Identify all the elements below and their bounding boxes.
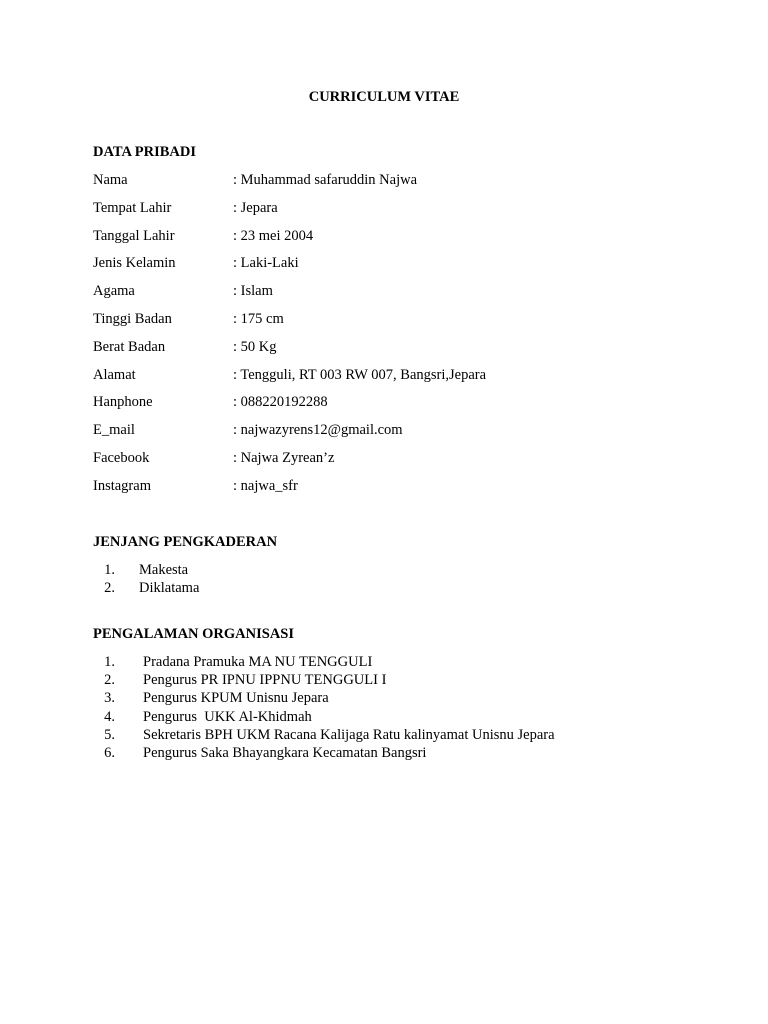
field-row-birthdate [93, 227, 653, 255]
field-value: : Islam [233, 283, 273, 300]
field-label: Facebook [93, 449, 150, 466]
list-item [93, 708, 555, 726]
field-value: : 23 mei 2004 [233, 227, 314, 244]
list-item-text: Pengurus UKK Al-Khidmah [143, 708, 312, 725]
field-value: : Muhammad safaruddin Najwa [233, 172, 418, 188]
section-heading-organization-experience: PENGALAMAN ORGANISASI [93, 626, 295, 642]
list-item-text: Pengurus PR IPNU IPPNU TENGGULI I [143, 672, 387, 689]
field-row-name [93, 171, 653, 199]
list-item-text: Pradana Pramuka MA NU TENGGULI [143, 654, 373, 670]
list-item-number: 3. [104, 690, 115, 707]
field-row-gender [93, 254, 653, 282]
list-item [93, 579, 199, 597]
field-label: E_mail [93, 422, 135, 439]
list-item-number: 1. [104, 562, 115, 578]
field-label: Alamat [93, 366, 136, 383]
field-value: : Jepara [233, 199, 278, 216]
cadre-list [93, 561, 199, 597]
field-row-phone [93, 393, 653, 421]
list-item-text: Pengurus Saka Bhayangkara Kecamatan Bangsri [143, 744, 427, 761]
field-row-birthplace [93, 199, 653, 227]
list-item-number: 2. [104, 580, 115, 597]
list-item-number: 4. [104, 708, 115, 725]
field-label: Berat Badan [93, 338, 166, 355]
field-value: : najwazyrens12@gmail.com [233, 422, 403, 439]
field-label: Tempat Lahir [93, 199, 172, 216]
field-value: : najwa_sfr [233, 477, 298, 494]
organization-list [93, 653, 555, 762]
field-row-email [93, 421, 653, 449]
field-row-facebook [93, 449, 653, 477]
list-item-number: 2. [104, 672, 115, 689]
field-label: Hanphone [93, 394, 153, 411]
field-row-religion [93, 282, 653, 310]
field-row-height [93, 310, 653, 338]
field-value: : 50 Kg [233, 338, 277, 355]
list-item-number: 1. [104, 654, 115, 670]
section-heading-personal-data: DATA PRIBADI [93, 144, 196, 160]
field-row-address [93, 366, 653, 394]
list-item-number: 5. [104, 726, 115, 743]
field-row-instagram [93, 477, 653, 505]
list-item [93, 561, 199, 579]
list-item-text: Pengurus KPUM Unisnu Jepara [143, 690, 329, 707]
list-item [93, 653, 555, 671]
field-label: Tanggal Lahir [93, 227, 175, 244]
list-item [93, 671, 555, 689]
document-title: CURRICULUM VITAE [308, 89, 460, 105]
field-value: : Najwa Zyrean’z [233, 449, 335, 466]
field-value: : Laki-Laki [233, 255, 299, 272]
list-item-number: 6. [104, 744, 115, 761]
field-label: Instagram [93, 477, 151, 494]
list-item [93, 744, 555, 762]
section-heading-cadre-levels: JENJANG PENGKADERAN [93, 534, 278, 550]
list-item [93, 726, 555, 744]
list-item [93, 689, 555, 707]
field-value: : 175 cm [233, 310, 284, 327]
field-row-weight [93, 338, 653, 366]
field-label: Nama [93, 172, 128, 188]
list-item-text: Sekretaris BPH UKM Racana Kalijaga Ratu kalinyamat Unisnu Jepara [143, 726, 555, 743]
personal-data-table [93, 171, 653, 505]
list-item-text: Diklatama [139, 580, 200, 597]
field-label: Agama [93, 283, 135, 300]
field-value: : Tengguli, RT 003 RW 007, Bangsri,Jepara [233, 366, 487, 383]
field-value: : 088220192288 [233, 394, 328, 411]
field-label: Tinggi Badan [93, 310, 172, 327]
field-label: Jenis Kelamin [93, 255, 176, 272]
list-item-text: Makesta [139, 562, 189, 578]
